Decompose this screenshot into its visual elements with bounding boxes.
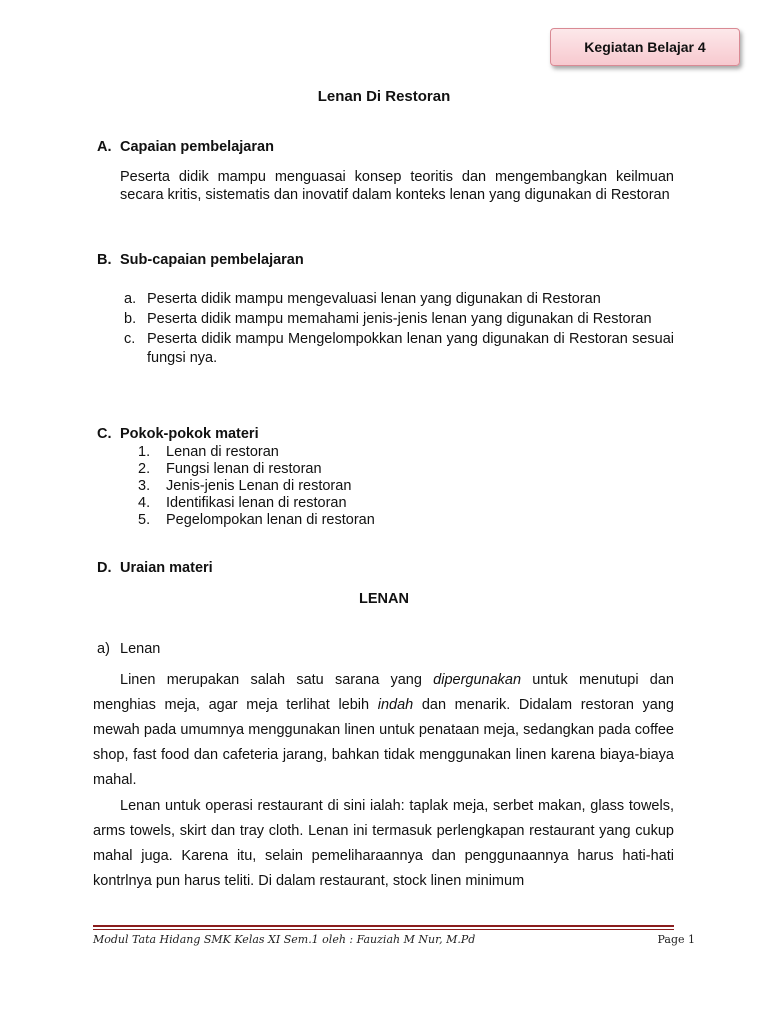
- list-marker: 5.: [138, 512, 151, 528]
- sub-outcome-list: [124, 290, 674, 369]
- material-subheading: [97, 641, 160, 657]
- body-text: Linen merupakan salah satu sarana yang: [120, 672, 434, 688]
- list-item-text: Pegelompokan lenan di restoran: [166, 512, 375, 528]
- section-c-heading: [97, 426, 259, 442]
- footer-divider-thin: [93, 929, 674, 930]
- list-marker: c.: [124, 331, 136, 347]
- body-text: untuk menutupi dan menghias meja, agar meja terlihat lebih: [93, 672, 674, 713]
- section-b-letter: B.: [97, 252, 112, 268]
- list-marker: b.: [124, 311, 137, 327]
- list-item-text: Identifikasi lenan di restoran: [166, 495, 347, 511]
- material-sub-title: Lenan: [120, 641, 161, 657]
- section-b-title: Sub-capaian pembelajaran: [120, 252, 304, 268]
- section-b-heading: [97, 252, 304, 268]
- topic-list: [138, 444, 658, 529]
- page-title: Lenan Di Restoran: [317, 88, 451, 105]
- section-c-letter: C.: [97, 426, 112, 442]
- material-heading: LENAN: [359, 591, 409, 607]
- section-a-text: Peserta didik mampu menguasai konsep teoritis dan mengembangkan keilmuan secara kritis, sistematis dan inovatif dalam konteks lenan yang digunakan di Restoran: [120, 169, 674, 203]
- list-item-text: Lenan di restoran: [166, 444, 279, 460]
- list-marker: 4.: [138, 495, 151, 511]
- footer-page-number: Page 1: [657, 933, 695, 946]
- section-d-title: Uraian materi: [120, 560, 213, 576]
- footer-module-info: Modul Tata Hidang SMK Kelas XI Sem.1 oleh : Fauziah M Nur, M.Pd: [93, 933, 476, 946]
- list-item-text: Peserta didik mampu Mengelompokkan lenan yang digunakan di Restoran sesuai fungsi nya.: [147, 331, 674, 366]
- section-d-letter: D.: [97, 560, 112, 576]
- list-item: [138, 461, 658, 478]
- material-sub-marker: a): [97, 641, 110, 657]
- list-marker: 3.: [138, 478, 151, 494]
- activity-badge: [550, 28, 740, 66]
- list-item: [138, 478, 658, 495]
- body-text-italic: dipergunakan: [433, 672, 522, 688]
- list-marker: a.: [124, 291, 137, 307]
- body-paragraph-2: [93, 794, 674, 894]
- body-paragraph-1: [93, 668, 674, 793]
- body-text-italic: indah: [377, 697, 414, 713]
- list-item-text: Peserta didik mampu memahami jenis-jenis lenan yang digunakan di Restoran: [147, 311, 652, 327]
- body-text: Lenan untuk operasi restaurant di sini ialah: taplak meja, serbet makan, glass towels, arms towels, skirt dan tray cloth. Lenan ini termasuk perlengkapan restaurant yang cukup mahal juga. Karena itu, selain pemeliharaannya dan penggunaannya harus hati-hati kontrlnya pun harus teliti. Di dalam restaurant, stock linen minimum: [93, 798, 674, 889]
- list-item-text: Fungsi lenan di restoran: [166, 461, 322, 477]
- activity-badge-label: Kegiatan Belajar 4: [584, 39, 706, 55]
- list-item-text: Peserta didik mampu mengevaluasi lenan yang digunakan di Restoran: [147, 291, 601, 307]
- list-item-text: Jenis-jenis Lenan di restoran: [166, 478, 352, 494]
- list-item: [138, 495, 658, 512]
- list-item: [124, 290, 674, 309]
- body-text: dan menarik. Didalam restoran yang mewah pada umumnya menggunakan linen untuk penataan meja, sedangkan pada coffee shop, fast food dan cafeteria jarang, bahkan tidak menggunakan linen karena biaya-biaya mahal.: [93, 697, 674, 788]
- list-item: [124, 330, 674, 368]
- list-marker: 1.: [138, 444, 151, 460]
- section-a-title: Capaian pembelajaran: [120, 139, 274, 155]
- list-item: [138, 512, 658, 529]
- section-c-title: Pokok-pokok materi: [120, 426, 259, 442]
- footer-divider: [93, 925, 674, 927]
- list-item: [124, 310, 674, 329]
- section-a-heading: [97, 139, 274, 155]
- section-a-letter: A.: [97, 139, 112, 155]
- list-marker: 2.: [138, 461, 151, 477]
- list-item: [138, 444, 658, 461]
- section-d-heading: [97, 560, 213, 576]
